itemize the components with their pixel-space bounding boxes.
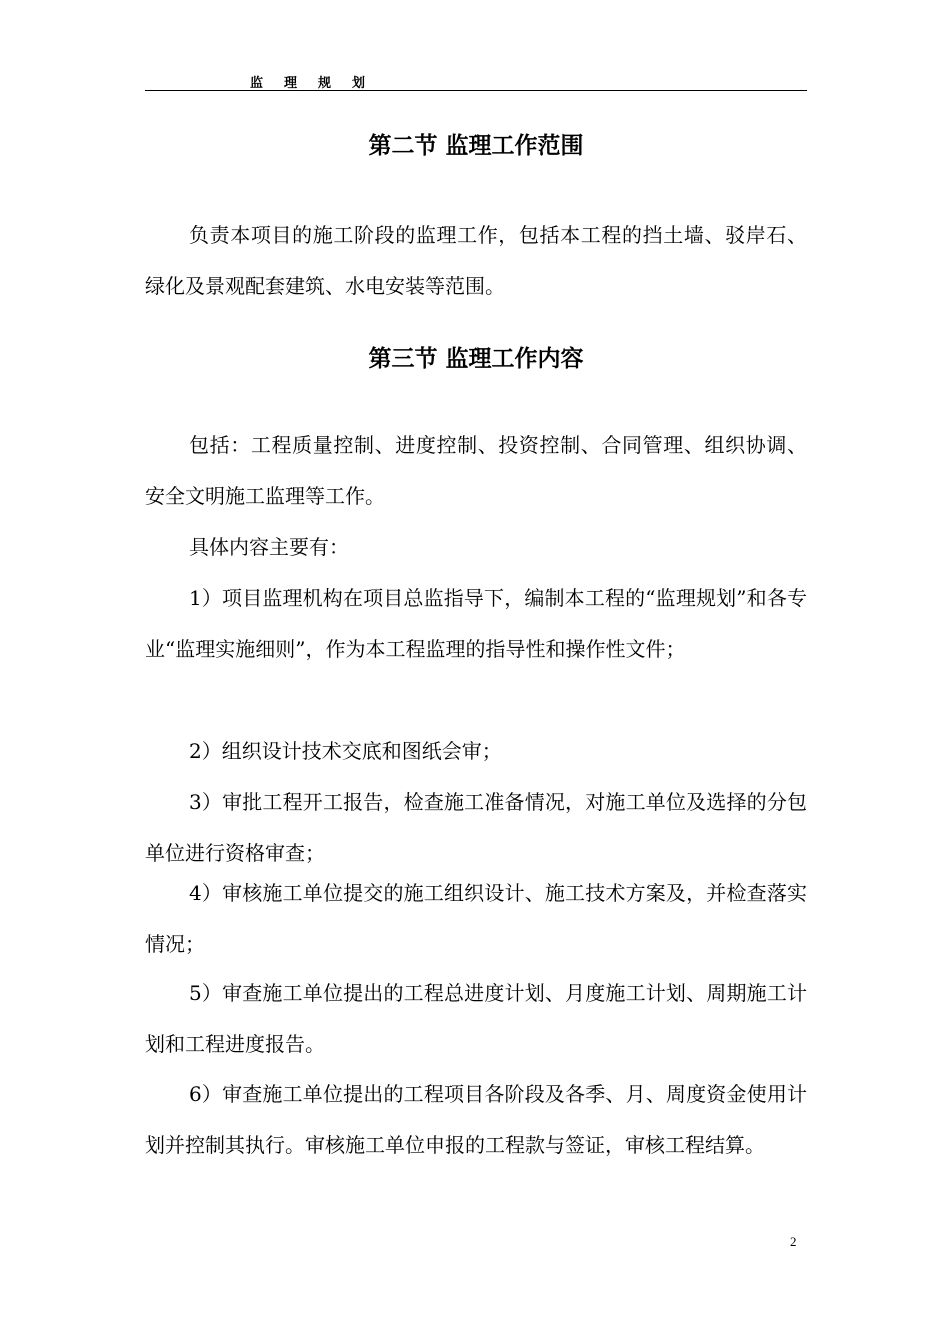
running-header: 监理规划 [250,76,387,91]
list-item-4: 4）审核施工单位提交的施工组织设计、施工技术方案及，并检查落实情况； [145,881,807,956]
header-divider [145,90,807,91]
list-item-5: 5）审查施工单位提出的工程总进度计划、月度施工计划、周期施工计划和工程进度报告。 [145,981,807,1056]
page-number: 2 [790,1234,797,1249]
paragraph-main-items: 具体内容主要有： [189,535,349,559]
list-item-2: 2）组织设计技术交底和图纸会审； [189,739,502,763]
list-item-1: 1）项目监理机构在项目总监指导下，编制本工程的“监理规划”和各专业“监理实施细则”，作为本工程监理的指导性和操作性文件； [145,586,807,661]
list-item-6: 6）审查施工单位提出的工程项目各阶段及各季、月、周度资金使用计划并控制其执行。审核施工单位申报的工程款与签证，审核工程结算。 [145,1082,807,1157]
list-item-3: 3）审批工程开工报告，检查施工准备情况，对施工单位及选择的分包单位进行资格审查； [145,790,807,865]
paragraph-content-intro: 包括：工程质量控制、进度控制、投资控制、合同管理、组织协调、安全文明施工监理等工作。 [145,433,807,508]
paragraph-scope: 负责本项目的施工阶段的监理工作，包括本工程的挡土墙、驳岸石、绿化及景观配套建筑、水电安装等范围。 [145,223,807,298]
section-title-content: 第三节 监理工作内容 [368,346,584,372]
section-title-scope: 第二节 监理工作范围 [368,133,584,159]
